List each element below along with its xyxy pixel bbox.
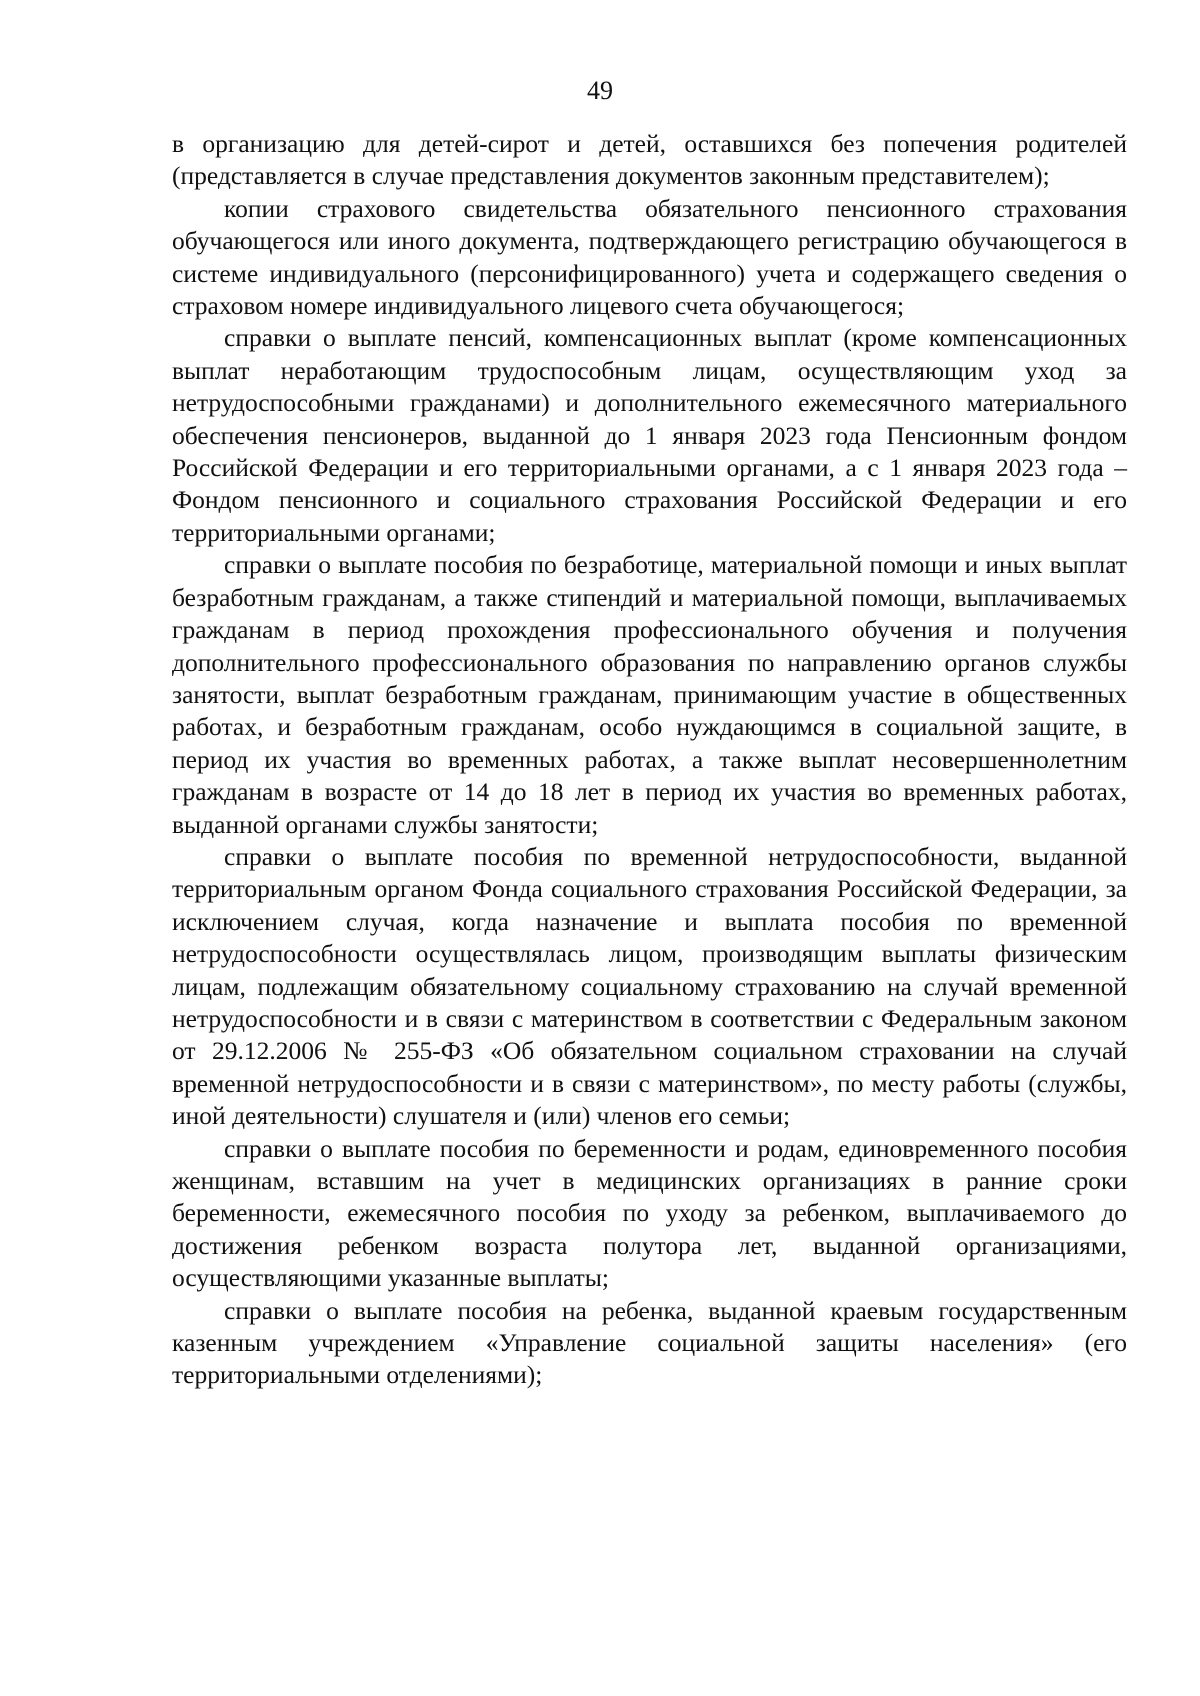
document-body (172, 128, 1127, 1392)
page-number: 49 (587, 76, 613, 105)
paragraph-continuation: в организацию для детей-сирот и детей, оставшихся без попечения родителей (представляется в случае представления документов законным представителем); (172, 129, 1127, 191)
paragraph-child-benefit: справки о выплате пособия на ребенка, выданной краевым государственным казенным учреждением «Управление социальной защиты населения» (его территориальными отделениями); (172, 1295, 1127, 1390)
paragraph-temporary-disability: справки о выплате пособия по временной нетрудоспособности, выданной территориальным органом Фонда социального страхования Российской Федерации, за исключением случая, когда назначение и выплата пособия по временной нетрудоспособности осуществлялась лицом, производящим выплаты физическим лицам, подлежащим обязательному социальному страхованию на случай временной нетрудоспособности и в связи с материнством в соответствии с Федеральным законом от 29.12.2006 № 255-ФЗ «Об обязательном социальном страховании на случай временной нетрудоспособности и в связи с материнством», по месту работы (службы, иной деятельности) слушателя и (или) членов его семьи; (172, 841, 1127, 1131)
paragraph-pension-certificate: копии страхового свидетельства обязательного пенсионного страхования обучающегося или иного документа, подтверждающего регистрацию обучающегося в системе индивидуального (персонифицированного) учета и содержащего сведения о страховом номере индивидуального лицевого счета обучающегося; (172, 193, 1127, 321)
paragraph-maternity-benefits: справки о выплате пособия по беременности и родам, единовременного пособия женщинам, вставшим на учет в медицинских организациях в ранние сроки беременности, ежемесячного пособия по уходу за ребенком, выплачиваемого до достижения ребенком возраста полутора лет, выданной организациями, осуществляющими указанные выплаты; (172, 1133, 1127, 1293)
paragraph-unemployment-benefits: справки о выплате пособия по безработице, материальной помощи и иных выплат безработным гражданам, а также стипендий и материальной помощи, выплачиваемых гражданам в период прохождения профессионального обучения и получения дополнительного профессионального образования по направлению органов службы занятости, выплат безработным гражданам, принимающим участие в общественных работах, и безработным гражданам, особо нуждающимся в социальной защите, в период их участия во временных работах, а также выплат несовершеннолетним гражданам в возрасте от 14 до 18 лет в период их участия во временных работах, выданной органами службы занятости; (172, 550, 1127, 839)
paragraph-pension-payments: справки о выплате пенсий, компенсационных выплат (кроме компенсационных выплат неработающим трудоспособным лицам, осуществляющим уход за нетрудоспособными гражданами) и дополнительного ежемесячного материального обеспечения пенсионеров, выданной до 1 января 2023 года Пенсионным фондом Российской Федерации и его территориальными органами, а с 1 января 2023 года – Фондом пенсионного и социального страхования Российской Федерации и его территориальными органами; (172, 323, 1127, 547)
